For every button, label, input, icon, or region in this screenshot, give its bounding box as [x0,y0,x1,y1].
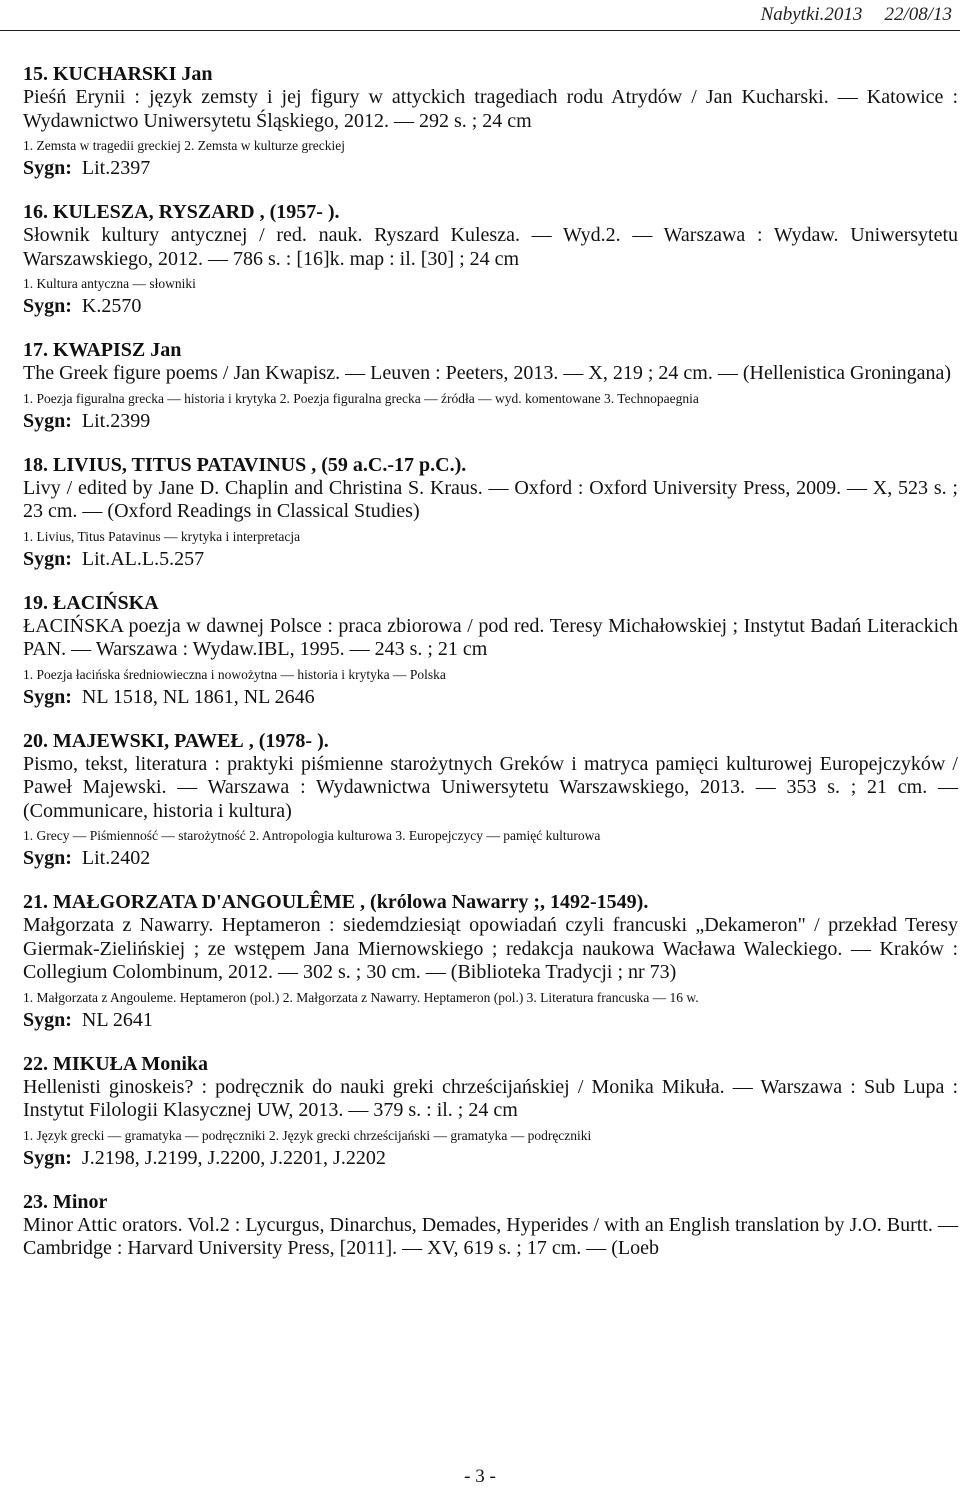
entry-signature [23,157,958,180]
signature-value: Lit.AL.L.5.257 [81,547,205,570]
signature-label: Sygn: [23,295,72,317]
signature-value: K.2570 [81,295,142,317]
entry-signature [23,410,958,433]
page-header [761,4,952,26]
entry-subjects: 1. Grecy — Piśmienność — starożytność 2. Antropologia kulturowa 3. Europejczycy — pamięć kulturowa [23,828,601,843]
signature-label: Sygn: [23,847,72,869]
signature-value: J.2198, J.2199, J.2200, J.2201, J.2202 [81,1146,386,1169]
entry-subjects: 1. Język grecki — gramatyka — podręczniki 2. Język grecki chrześcijański — gramatyka — podręczniki [23,1127,592,1143]
entry-heading: 21. MAŁGORZATA D'ANGOULÊME , (królowa Nawarry ;, 1492-1549). [23,891,649,913]
entry-heading: 17. KWAPISZ Jan [23,339,182,361]
entry-signature [23,686,958,709]
entry-heading: 18. LIVIUS, TITUS PATAVINUS , (59 a.C.-17 p.C.). [23,453,467,476]
entry-heading: 23. Minor [23,1190,108,1213]
catalog-entry [23,200,958,318]
entry-description: Słownik kultury antycznej / red. nauk. Ryszard Kulesza. — Wyd.2. — Warszawa : Wydaw. Uniwersytetu Warszawskiego, 2012. — 786 s. : [16]k. map : il. [30] ; 24 cm [23,224,958,270]
signature-value: NL 2641 [81,1008,153,1031]
header-date: 22/08/13 [884,4,952,25]
entry-description: Livy / edited by Jane D. Chaplin and Christina S. Kraus. — Oxford : Oxford University Press, 2009. — X, 523 s. ; 23 cm. — (Oxford Readings in Classical Studies) [23,476,958,522]
signature-label: Sygn: [23,1146,72,1169]
entry-description: Małgorzata z Nawarry. Heptameron : siedemdziesiąt opowiadań czyli francuski „Dekameron" / przekład Teresy Giermak-Zielińskiej ; ze wstępem Jana Miernowskiego ; redakcja naukowa Wacława Waleckiego. — Kraków : Collegium Colombinum, 2012. — 302 s. ; 30 cm. — (Biblioteka Tradycji ; nr 73) [23,914,958,983]
header-title: Nabytki.2013 [760,4,863,25]
catalog-entry [23,890,958,1032]
catalog-list [23,62,958,1281]
entry-description: Minor Attic orators. Vol.2 : Lycurgus, Dinarchus, Demades, Hyperides / with an English translation by J.O. Burtt. — Cambridge : Harvard University Press, [2011]. — XV, 619 s. ; 17 cm. — (Loeb [23,1213,958,1259]
signature-label: Sygn: [23,157,72,179]
entry-subjects: 1. Zemsta w tragedii greckiej 2. Zemsta w kulturze greckiej [23,138,346,153]
entry-subjects: 1. Livius, Titus Patavinus — krytyka i interpretacja [23,528,301,544]
entry-subjects: 1. Małgorzata z Angouleme. Heptameron (pol.) 2. Małgorzata z Nawarry. Heptameron (pol.) 3. Literatura francuska — 16 w. [23,989,699,1005]
entry-signature [23,847,958,870]
catalog-entry [23,338,958,433]
catalog-entry [23,1190,958,1261]
entry-heading: 19. ŁACIŃSKA [23,591,159,614]
entry-subjects: 1. Poezja figuralna grecka — historia i krytyka 2. Poezja figuralna grecka — źródła — wyd. komentowane 3. Technopaegnia [23,390,699,406]
signature-value: Lit.2402 [81,847,151,869]
entry-heading: 22. MIKUŁA Monika [23,1052,209,1075]
signature-label: Sygn: [23,547,72,570]
catalog-entry [23,729,958,871]
entry-signature [23,295,958,318]
catalog-entry [23,1052,958,1170]
entry-subjects: 1. Poezja łacińska średniowieczna i nowożytna — historia i krytyka — Polska [23,666,446,682]
header-rule [0,30,960,31]
entry-signature [23,1009,958,1032]
entry-description: The Greek figure poems / Jan Kwapisz. — Leuven : Peeters, 2013. — X, 219 ; 24 cm. — (Hellenistica Groningana) [23,362,952,384]
signature-value: NL 1518, NL 1861, NL 2646 [81,685,315,708]
signature-label: Sygn: [23,685,72,708]
entry-description: Pismo, tekst, literatura : praktyki piśmienne starożytnych Greków i matryca pamięci kulturowej Europejczyków / Paweł Majewski. — Warszawa : Wydawnictwa Uniwersytetu Warszawskiego, 2013. — 353 s. ; 21 cm. — (Communicare, historia i kultura) [23,752,958,822]
entry-subjects: 1. Kultura antyczna — słowniki [23,276,196,291]
signature-value: Lit.2397 [81,157,151,179]
entry-description: Hellenisti ginoskeis? : podręcznik do nauki greki chrześcijańskiej / Monika Mikuła. — Warszawa : Sub Lupa : Instytut Filologii Klasycznej UW, 2013. — 379 s. : il. ; 24 cm [23,1075,958,1121]
signature-value: Lit.2399 [81,409,151,432]
entry-description: Pieśń Erynii : język zemsty i jej figury w attyckich tragediach rodu Atrydów / Jan Kucharski. — Katowice : Wydawnictwo Uniwersytetu Śląskiego, 2012. — 292 s. ; 24 cm [23,86,958,132]
entry-heading: 16. KULESZA, RYSZARD , (1957- ). [23,201,340,223]
entry-description: ŁACIŃSKA poezja w dawnej Polsce : praca zbiorowa / pod red. Teresy Michałowskiej ; Instytut Badań Literackich PAN. — Warszawa : Wydaw.IBL, 1995. — 243 s. ; 21 cm [23,614,958,660]
entry-signature [23,1147,958,1170]
catalog-entry [23,453,958,571]
entry-heading: 20. MAJEWSKI, PAWEŁ , (1978- ). [23,729,329,752]
entry-signature [23,548,958,571]
catalog-entry [23,62,958,180]
catalog-entry [23,591,958,709]
signature-label: Sygn: [23,1008,72,1031]
signature-label: Sygn: [23,409,72,432]
page-number: - 3 - [464,1466,496,1487]
entry-heading: 15. KUCHARSKI Jan [23,63,213,85]
